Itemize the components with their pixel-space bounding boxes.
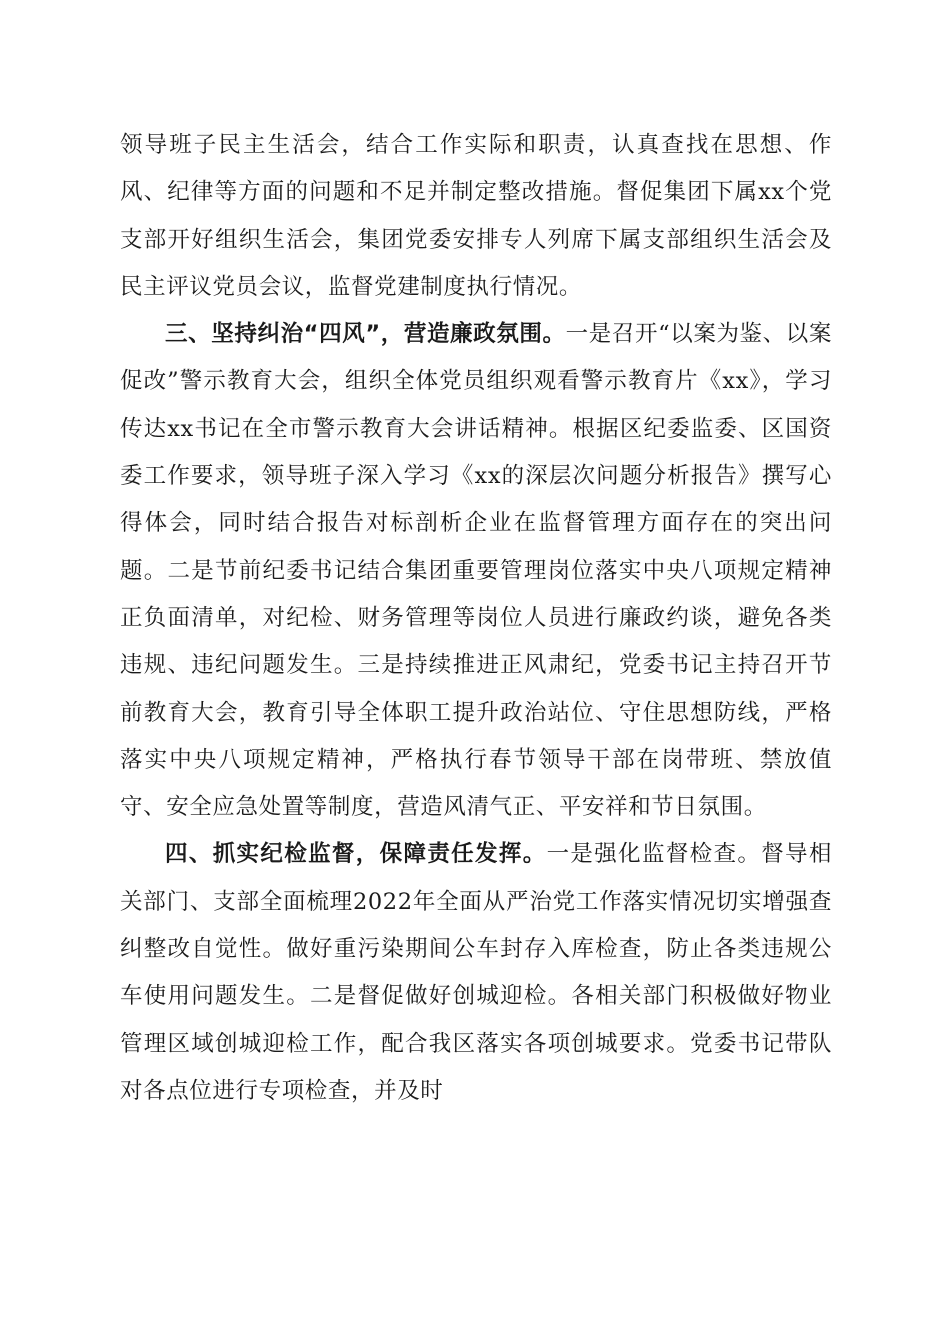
section-heading-3: 三、坚持纠治“四风”，营造廉政氛围。 xyxy=(165,321,566,348)
section-heading-4: 四、抓实纪检监督，保障责任发挥。 xyxy=(165,841,547,868)
paragraph-body: 领导班子民主生活会，结合工作实际和职责，认真查找在思想、作风、纪律等方面的问题和不足并制定整改措施。督促集团下属xx个党支部开好组织生活会，集团党委安排专人列席下属支部组织生活会及民主评议党员会议，监督党建制度执行情况。 xyxy=(120,132,832,300)
paragraph-body: 一是强化监督检查。督导相关部门、支部全面梳理2022年全面从严治党工作落实情况切实增强查纠整改自觉性。做好重污染期间公车封存入库检查，防止各类违规公车使用问题发生。二是督促做好创城迎检。各相关部门积极做好物业管理区域创城迎检工作，配合我区落实各项创城要求。党委书记带队对各点位进行专项检查，并及时 xyxy=(120,841,833,1104)
paragraph-continuation xyxy=(120,122,832,311)
paragraph-section-4 xyxy=(120,831,832,1115)
paragraph-body: 一是召开“以案为鉴、以案促改”警示教育大会，组织全体党员组织观看警示教育片《xx》，学习传达xx书记在全市警示教育大会讲话精神。根据区纪委监委、区国资委工作要求，领导班子深入学习《xx的深层次问题分析报告》撰写心得体会，同时结合报告对标剖析企业在监督管理方面存在的突出问题。二是节前纪委书记结合集团重要管理岗位落实中央八项规定精神正负面清单，对纪检、财务管理等岗位人员进行廉政约谈，避免各类违规、违纪问题发生。三是持续推进正风肃纪，党委书记主持召开节前教育大会，教育引导全体职工提升政治站位、守住思想防线，严格落实中央八项规定精神，严格执行春节领导干部在岗带班、禁放值守、安全应急处置等制度，营造风清气正、平安祥和节日氛围。 xyxy=(120,321,832,821)
document-body xyxy=(120,122,832,1115)
paragraph-section-3 xyxy=(120,311,832,831)
